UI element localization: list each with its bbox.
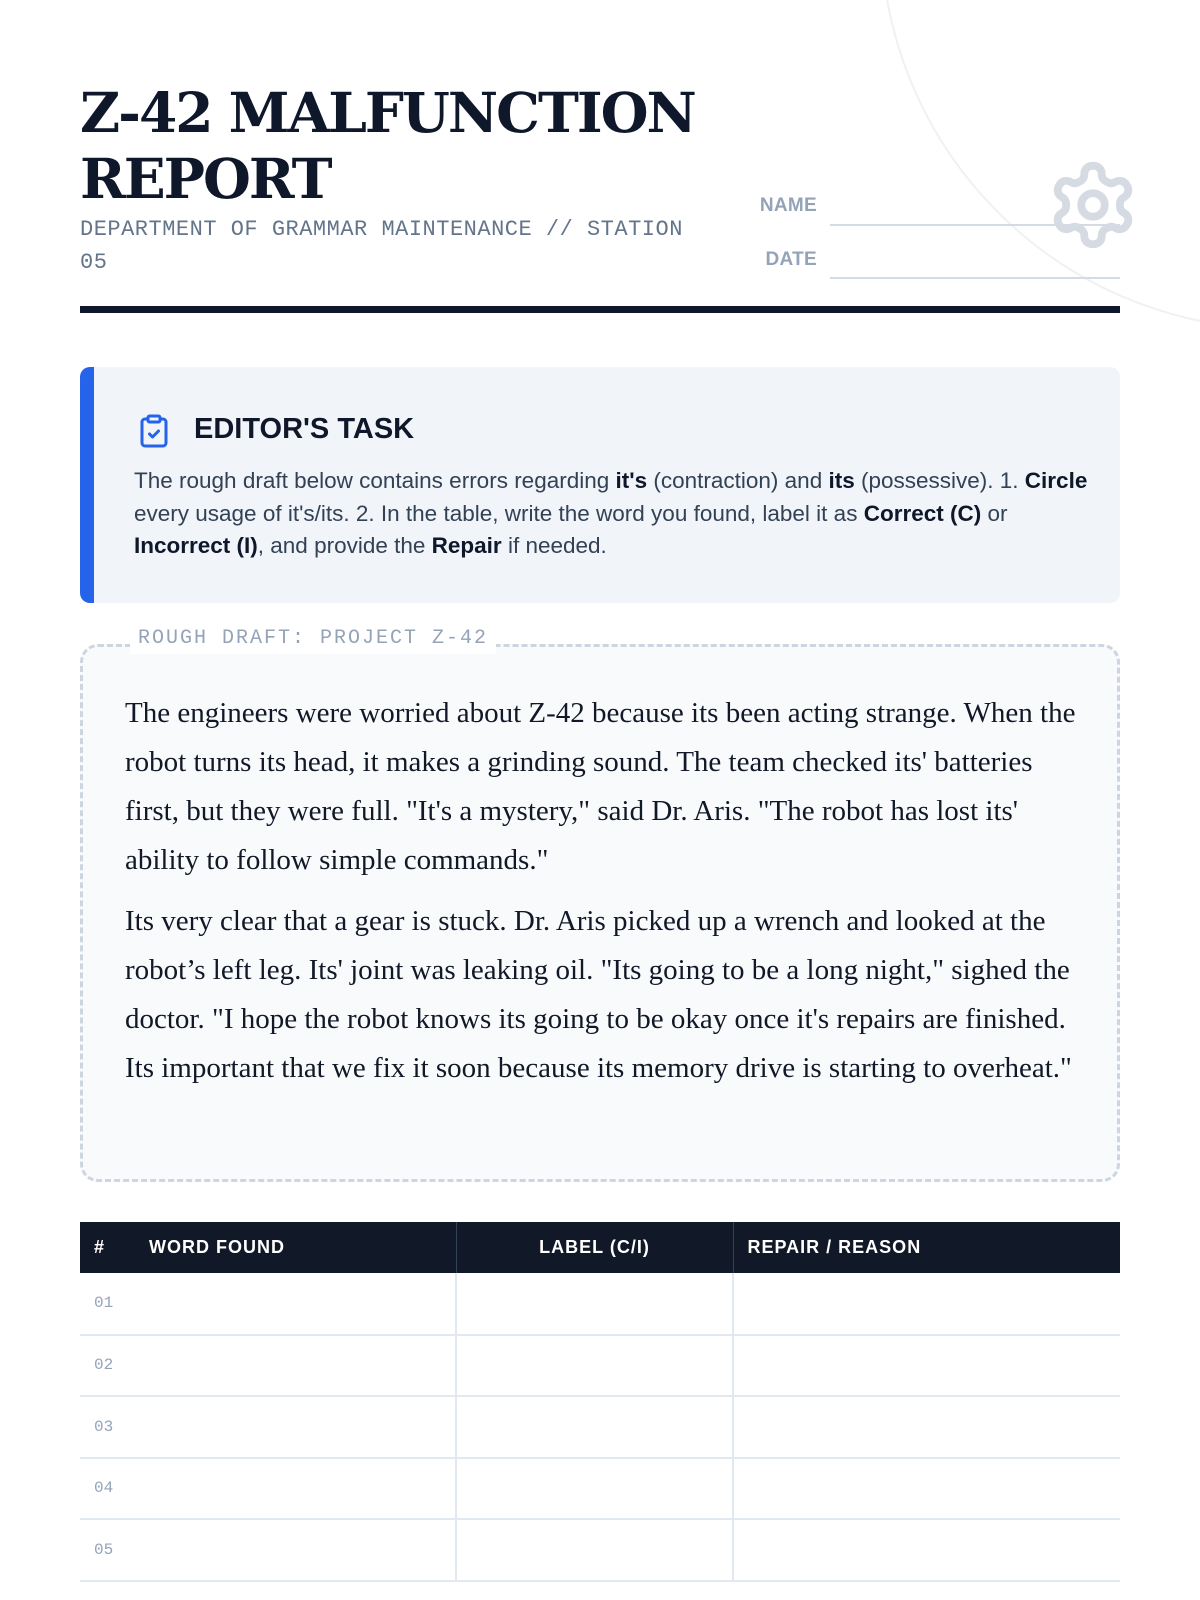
header-divider [80,306,1120,313]
table-row [80,1519,1120,1581]
word-found-cell[interactable] [80,1273,456,1335]
word-found-cell[interactable] [80,1458,456,1520]
task-keyword: Repair [431,533,502,558]
label-cell[interactable] [456,1396,733,1458]
row-number: 02 [94,1356,114,1375]
table-row [80,1458,1120,1520]
name-label: NAME [759,195,817,216]
word-found-cell[interactable] [80,1396,456,1458]
task-keyword: Correct (C) [863,500,982,526]
task-text: (possessive). 1. [854,468,1025,493]
table-row [80,1273,1120,1335]
repair-cell[interactable] [733,1273,1120,1335]
label-cell[interactable] [456,1519,733,1581]
label-cell[interactable] [456,1273,733,1335]
task-text: or [981,500,1008,526]
draft-label: ROUGH DRAFT: PROJECT Z-42 [130,624,496,654]
repair-cell[interactable] [733,1458,1120,1520]
task-title: EDITOR'S TASK [194,413,415,445]
table-row [80,1335,1120,1397]
task-text: every usage of it's/its. 2. In the table, write the word you found, label it as [134,500,864,526]
row-number: 05 [94,1540,114,1559]
table-header-row [80,1222,1120,1273]
table-row [80,1396,1120,1458]
repair-cell[interactable] [733,1519,1120,1581]
task-keyword: its [828,468,855,493]
row-number: 01 [94,1294,114,1313]
column-header-label: LABEL (C/I) [456,1222,733,1273]
task-keyword: Circle [1024,468,1088,493]
corrections-table [80,1222,1120,1582]
task-text: The rough draft below contains errors regarding [134,468,616,493]
column-header-word-label: WORD FOUND [149,1237,285,1257]
word-found-cell[interactable] [80,1335,456,1397]
date-field[interactable] [830,277,1120,279]
department-subtitle: DEPARTMENT OF GRAMMAR MAINTENANCE // STATION 05 [80,217,683,275]
task-text: if needed. [501,533,607,558]
label-cell[interactable] [456,1335,733,1397]
repair-cell[interactable] [733,1396,1120,1458]
task-instructions [134,465,1094,563]
draft-text [125,689,1085,1105]
rough-draft-box [80,644,1120,1182]
task-keyword: it's [615,468,648,493]
name-field[interactable] [830,224,1120,226]
draft-paragraph[interactable]: The engineers were worried about Z-42 because its been acting strange. When the robot turns its head, it makes a grinding sound. The team checked its' batteries first, but they were full. "It's a mystery," said Dr. Aris. "The robot has lost its' ability to follow simple commands." [125,697,1076,876]
page-title: Z-42 MALFUNCTION REPORT [80,80,695,211]
word-found-cell[interactable] [80,1519,456,1581]
clipboard-check-icon [136,411,172,451]
date-label: DATE [765,249,817,270]
task-keyword: Incorrect (I) [134,533,258,558]
task-text: (contraction) and [647,468,829,493]
label-cell[interactable] [456,1458,733,1520]
column-header-repair: REPAIR / REASON [733,1222,1120,1273]
repair-cell[interactable] [733,1335,1120,1397]
row-number: 03 [94,1417,114,1436]
row-number: 04 [94,1479,114,1498]
background-arc [880,0,1200,330]
task-text: , and provide the [257,533,432,558]
column-header-word [80,1222,456,1273]
draft-paragraph[interactable]: Its very clear that a gear is stuck. Dr. Aris picked up a wrench and looked at the robot’s left leg. Its' joint was leaking oil. "Its going to be a long night," sighed the doctor. "I hope the robot knows its going to be okay once it's repairs are finished. Its important that we fix it soon because its memory drive is starting to overheat." [125,905,1072,1084]
editors-task-box [80,367,1120,603]
gear-icon [1046,158,1140,252]
column-header-number: # [94,1237,106,1257]
